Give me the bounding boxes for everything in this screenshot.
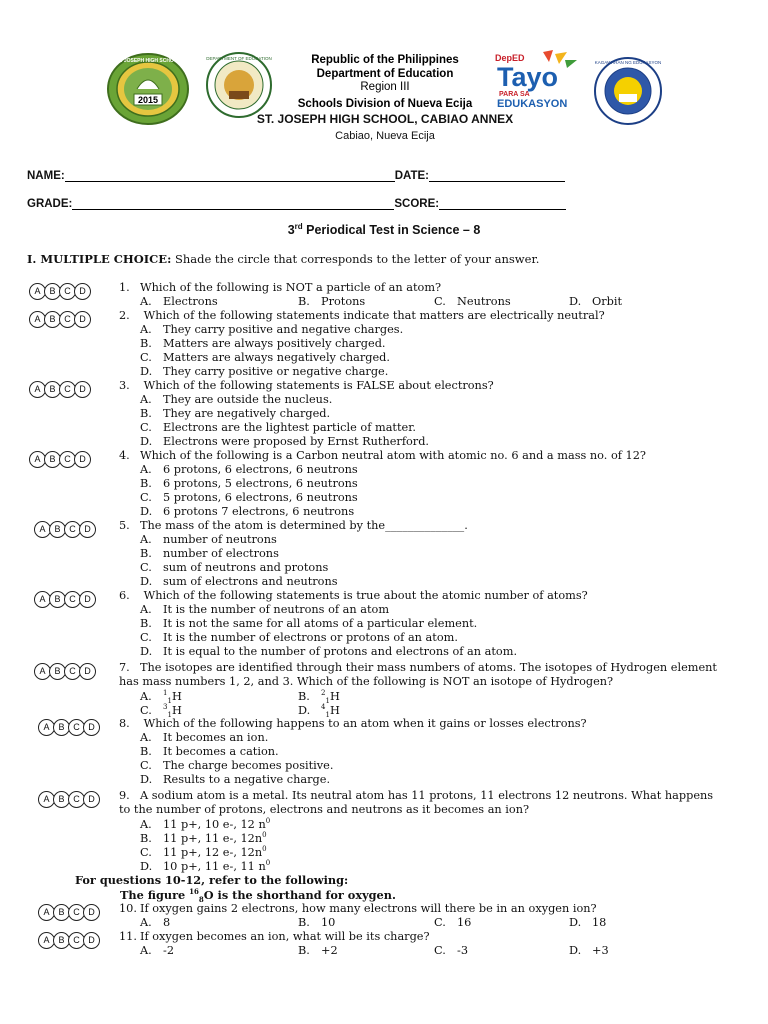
option-d	[569, 916, 606, 929]
option-b	[140, 407, 330, 420]
option-c: C. 11 p+, 12 e-, $12n^0$	[140, 845, 267, 859]
answer-bubble-b[interactable]: B	[53, 904, 70, 921]
option-letter: A.	[140, 463, 152, 476]
option-b	[140, 547, 279, 560]
question-text-continued: has mass numbers 1, 2, and 3. Which of the following is NOT an isotope of Hydrogen?	[119, 675, 614, 688]
answer-bubble-a[interactable]: A	[34, 663, 51, 680]
option-letter: B.	[140, 745, 152, 758]
option-text: number of electrons	[163, 547, 279, 560]
question-text: The mass of the atom is determined by the______________.	[140, 519, 468, 532]
option-b: B. 11 p+, 11 e-, $12n^0$	[140, 831, 267, 845]
school-address: Cabiao, Nueva Ecija	[335, 130, 435, 142]
option-text: It is the number of neutrons of an atom	[163, 603, 390, 616]
option-d	[140, 773, 330, 786]
option-c: C. $^3_1$H	[140, 703, 182, 720]
score-label: SCORE:	[394, 198, 440, 210]
question-number: 4.	[119, 449, 130, 462]
option-a: A. $^1_1$H	[140, 689, 182, 706]
option-letter: C.	[140, 759, 152, 772]
question-text: Which of the following happens to an atom when it gains or losses electrons?	[140, 717, 587, 730]
answer-bubbles	[34, 591, 94, 608]
option-letter: D.	[140, 365, 153, 378]
answer-bubble-a[interactable]: A	[34, 591, 51, 608]
option-text: Electrons	[163, 295, 218, 308]
answer-bubble-d[interactable]: D	[79, 663, 96, 680]
answer-bubble-a[interactable]: A	[29, 311, 46, 328]
answer-bubble-a[interactable]: A	[38, 932, 55, 949]
answer-bubble-a[interactable]: A	[34, 521, 51, 538]
grade-blank[interactable]	[72, 198, 394, 210]
option-b	[140, 337, 386, 350]
option-text: Electrons were proposed by Ernst Rutherford.	[163, 435, 430, 448]
option-letter: C.	[140, 561, 152, 574]
answer-bubble-c[interactable]: C	[59, 451, 76, 468]
option-text: Electrons are the lightest particle of matter.	[163, 421, 416, 434]
option-text: They are negatively charged.	[163, 407, 331, 420]
answer-bubble-c[interactable]: C	[59, 381, 76, 398]
svg-text:EDUKASYON: EDUKASYON	[497, 98, 568, 110]
option-a	[140, 731, 268, 744]
option-letter: C.	[140, 845, 152, 859]
grade-label: GRADE:	[27, 198, 73, 210]
option-letter: B.	[140, 547, 152, 560]
answer-bubble-a[interactable]: A	[29, 283, 46, 300]
option-text: 6 protons, 5 electrons, 6 neutrons	[163, 477, 358, 490]
option-a	[140, 916, 170, 929]
option-letter: C.	[434, 916, 446, 929]
answer-bubbles	[29, 283, 89, 300]
score-blank[interactable]	[439, 198, 566, 210]
option-c	[434, 916, 471, 929]
answer-bubble-b[interactable]: B	[53, 791, 70, 808]
answer-bubbles	[38, 791, 98, 808]
option-text: sum of electrons and neutrons	[163, 575, 338, 588]
answer-bubble-b[interactable]: B	[49, 521, 66, 538]
option-text: They are outside the nucleus.	[163, 393, 333, 406]
option-text: number of neutrons	[163, 533, 277, 546]
test-title: 3rd Periodical Test in Science – 8	[287, 222, 481, 238]
option-letter: B.	[140, 477, 152, 490]
answer-bubble-d[interactable]: D	[79, 521, 96, 538]
answer-bubble-a[interactable]: A	[38, 904, 55, 921]
option-text: They carry positive and negative charges.	[163, 323, 404, 336]
question-number: 5.	[119, 519, 130, 532]
option-text: Protons	[321, 295, 366, 308]
option-letter: B.	[298, 944, 310, 957]
answer-bubble-c[interactable]: C	[68, 932, 85, 949]
answer-bubble-c[interactable]: C	[68, 904, 85, 921]
option-letter: A.	[140, 944, 152, 957]
option-letter: C.	[140, 491, 152, 504]
question-text: The isotopes are identified through their mass numbers of atoms. The isotopes of Hydrogen element	[140, 661, 717, 674]
option-letter: D.	[569, 944, 582, 957]
option-a: A. 11 p+, 10 e-, 12 $n^0$	[140, 817, 271, 831]
question-number: 8.	[119, 717, 130, 730]
answer-bubble-c[interactable]: C	[68, 791, 85, 808]
option-a	[140, 944, 174, 957]
question-stem	[119, 379, 494, 392]
answer-bubble-d[interactable]: D	[74, 311, 91, 328]
department-line: Department of Education	[316, 67, 454, 80]
option-text: -3	[457, 944, 469, 957]
option-text: It becomes a cation.	[163, 745, 279, 758]
option-b	[298, 916, 335, 929]
option-text: They carry positive or negative charge.	[163, 365, 389, 378]
answer-bubble-d[interactable]: D	[74, 451, 91, 468]
option-letter: C.	[140, 351, 152, 364]
option-letter: B.	[140, 831, 152, 845]
name-blank[interactable]	[65, 170, 395, 182]
option-letter: D.	[140, 859, 153, 873]
question-text: Which of the following is a Carbon neutral atom with atomic no. 6 and a mass no. of 12?	[140, 449, 646, 462]
question-number: 3.	[119, 379, 130, 392]
question-stem	[119, 589, 588, 602]
option-a	[140, 463, 358, 476]
option-letter: C.	[434, 944, 446, 957]
option-text: Neutrons	[457, 295, 511, 308]
question-number: 9.	[119, 789, 130, 802]
answer-bubble-c[interactable]: C	[64, 521, 81, 538]
option-letter: C.	[434, 295, 446, 308]
name-date-row	[27, 170, 565, 182]
svg-text:PARA SA: PARA SA	[499, 91, 530, 98]
option-text: Matters are always positively charged.	[163, 337, 386, 350]
svg-text:ST. JOSEPH HIGH SCHOOL: ST. JOSEPH HIGH SCHOOL	[115, 58, 181, 64]
option-d	[140, 645, 517, 658]
answer-bubble-b[interactable]: B	[44, 381, 61, 398]
option-letter: D.	[569, 916, 582, 929]
option-letter: C.	[140, 631, 152, 644]
option-text: 6 protons 7 electrons, 6 neutrons	[163, 505, 355, 518]
option-letter: D.	[140, 435, 153, 448]
question-stem	[119, 281, 441, 294]
question-text: Which of the following statements is FALSE about electrons?	[140, 379, 494, 392]
answer-bubbles	[29, 311, 89, 328]
option-text: 10	[321, 916, 336, 929]
school-seal-logo	[107, 53, 189, 125]
option-c	[140, 631, 458, 644]
option-text: -2	[163, 944, 175, 957]
option-c	[140, 351, 390, 364]
answer-bubble-d[interactable]: D	[83, 932, 100, 949]
kagawaran-seal-logo	[593, 56, 663, 126]
question-stem	[119, 519, 468, 532]
option-text: +3	[592, 944, 609, 957]
grade-score-row	[27, 198, 566, 210]
option-d	[140, 505, 354, 518]
answer-bubble-a[interactable]: A	[29, 451, 46, 468]
answer-bubble-b[interactable]: B	[53, 719, 70, 736]
document-header	[0, 0, 768, 160]
question-stem	[119, 661, 717, 674]
option-text: 11 p+, 12 e-, 12n	[163, 845, 263, 859]
svg-text:KAGAWARAN NG EDUKASYON: KAGAWARAN NG EDUKASYON	[594, 60, 662, 65]
answer-bubble-a[interactable]: A	[38, 719, 55, 736]
option-c	[434, 295, 511, 308]
option-d	[569, 944, 609, 957]
question-number: 7.	[119, 661, 130, 674]
option-text: 11 p+, 10 e-, 12 n	[163, 817, 266, 831]
option-d: D. $^4_1$H	[298, 703, 340, 720]
question-number: 2.	[119, 309, 130, 322]
option-text: 16	[457, 916, 472, 929]
option-letter: B.	[140, 407, 152, 420]
answer-bubble-a[interactable]: A	[38, 791, 55, 808]
option-text: It becomes an ion.	[163, 731, 269, 744]
question-text: If oxygen becomes an ion, what will be its charge?	[140, 930, 430, 943]
answer-bubble-d[interactable]: D	[74, 283, 91, 300]
option-letter: D.	[569, 295, 582, 308]
answer-bubble-b[interactable]: B	[44, 283, 61, 300]
answer-bubbles	[29, 451, 89, 468]
option-d	[140, 575, 338, 588]
question-stem	[119, 930, 430, 943]
option-c	[140, 561, 328, 574]
option-b	[298, 944, 338, 957]
option-text: Matters are always negatively charged.	[163, 351, 391, 364]
option-d: D. 10 p+, 11 e-, 11 $n^0$	[140, 859, 271, 873]
answer-bubble-a[interactable]: A	[29, 381, 46, 398]
option-letter: D.	[140, 505, 153, 518]
option-text: It is not the same for all atoms of a particular element.	[163, 617, 478, 630]
option-text: It is equal to the number of protons and electrons of an atom.	[163, 645, 518, 658]
option-c	[140, 759, 333, 772]
option-b	[140, 617, 477, 630]
svg-text:2015: 2015	[137, 95, 159, 105]
option-text: The charge becomes positive.	[163, 759, 334, 772]
answer-bubbles	[38, 719, 98, 736]
answer-bubbles	[29, 381, 89, 398]
option-letter: A.	[140, 731, 152, 744]
question-number: 10.	[119, 902, 137, 915]
option-d	[140, 435, 429, 448]
school-name: ST. JOSEPH HIGH SCHOOL, CABIAO ANNEX	[256, 112, 514, 126]
answer-bubbles	[38, 932, 98, 949]
answer-bubble-c[interactable]: C	[59, 311, 76, 328]
question-stem	[119, 717, 587, 730]
option-letter: B.	[140, 617, 152, 630]
region-line: Region III	[360, 81, 410, 93]
question-number: 6.	[119, 589, 130, 602]
option-c	[140, 421, 416, 434]
option-b: B. $^2_1$H	[298, 689, 340, 706]
option-letter: A.	[140, 323, 152, 336]
answer-bubble-b[interactable]: B	[44, 311, 61, 328]
option-letter: A.	[140, 817, 152, 831]
answer-bubble-b[interactable]: B	[49, 591, 66, 608]
republic-line: Republic of the Philippines	[311, 54, 459, 66]
answer-bubbles	[34, 663, 94, 680]
option-letter: D.	[140, 645, 153, 658]
question-text: If oxygen gains 2 electrons, how many electrons will there be in an oxygen ion?	[140, 902, 597, 915]
option-letter: A.	[140, 916, 152, 929]
option-letter: A.	[140, 689, 152, 703]
answer-bubbles	[38, 904, 98, 921]
option-letter: A.	[140, 533, 152, 546]
question-stem	[119, 789, 713, 802]
option-c	[140, 491, 358, 504]
option-a	[140, 603, 389, 616]
name-label: NAME:	[27, 170, 65, 182]
option-text: 6 protons, 6 electrons, 6 neutrons	[163, 463, 358, 476]
question-text: A sodium atom is a metal. Its neutral atom has 11 protons, 11 electrons 12 neutrons. What happens	[140, 789, 714, 802]
answer-bubble-c[interactable]: C	[59, 283, 76, 300]
date-label: DATE:	[394, 170, 429, 182]
svg-text:DepED: DepED	[495, 53, 525, 63]
option-a	[140, 323, 403, 336]
answer-bubble-d[interactable]: D	[83, 719, 100, 736]
option-a	[140, 533, 277, 546]
option-letter: D.	[140, 575, 153, 588]
question-text: Which of the following statements is true about the atomic number of atoms?	[140, 589, 588, 602]
option-letter: B.	[298, 295, 310, 308]
option-b	[140, 477, 358, 490]
option-b	[298, 295, 365, 308]
header-text-block	[260, 54, 510, 111]
date-blank[interactable]	[429, 170, 565, 182]
option-letter: C.	[140, 703, 152, 717]
option-letter: B.	[298, 689, 310, 703]
option-d	[569, 295, 622, 308]
svg-text:Tayo: Tayo	[497, 62, 559, 92]
option-text: 8	[163, 916, 171, 929]
answer-bubble-d[interactable]: D	[83, 904, 100, 921]
answer-bubble-c[interactable]: C	[64, 591, 81, 608]
question-number: 11.	[119, 930, 137, 943]
option-text: It is the number of electrons or protons of an atom.	[163, 631, 458, 644]
answer-bubble-c[interactable]: C	[64, 663, 81, 680]
answer-bubble-d[interactable]: D	[74, 381, 91, 398]
question-text-continued: to the number of protons, electrons and neutrons as it becomes an ion?	[119, 803, 530, 816]
question-number: 1.	[119, 281, 130, 294]
option-letter: D.	[140, 773, 153, 786]
note-line-2: The figure $^{16}_8$O is the shorthand for oxygen.	[120, 887, 396, 905]
option-letter: A.	[140, 393, 152, 406]
option-letter: A.	[140, 295, 152, 308]
option-b	[140, 745, 279, 758]
option-d	[140, 365, 388, 378]
answer-bubble-b[interactable]: B	[53, 932, 70, 949]
division-line: Schools Division of Nueva Ecija	[297, 97, 473, 110]
question-stem	[119, 309, 605, 322]
option-letter: D.	[298, 703, 311, 717]
note-line-1: For questions 10-12, refer to the following:	[75, 873, 349, 887]
option-letter: A.	[140, 603, 152, 616]
option-text: sum of neutrons and protons	[163, 561, 329, 574]
section-instruction: I. MULTIPLE CHOICE: Shade the circle that corresponds to the letter of your answer.	[27, 252, 540, 266]
option-text: 11 p+, 11 e-, 12n	[163, 831, 263, 845]
question-stem	[119, 449, 646, 462]
option-letter: C.	[140, 421, 152, 434]
option-a	[140, 393, 332, 406]
option-text: Orbit	[592, 295, 623, 308]
answer-bubble-d[interactable]: D	[83, 791, 100, 808]
question-text: Which of the following is NOT a particle of an atom?	[140, 281, 442, 294]
option-letter: B.	[298, 916, 310, 929]
question-text: Which of the following statements indicate that matters are electrically neutral?	[140, 309, 605, 322]
answer-bubbles	[34, 521, 94, 538]
option-text: 18	[592, 916, 607, 929]
answer-bubble-d[interactable]: D	[79, 591, 96, 608]
option-text: +2	[321, 944, 338, 957]
option-c	[434, 944, 468, 957]
option-letter: B.	[140, 337, 152, 350]
option-a	[140, 295, 218, 308]
answer-bubble-c[interactable]: C	[68, 719, 85, 736]
answer-bubble-b[interactable]: B	[49, 663, 66, 680]
tayo-edukasyon-logo	[493, 50, 581, 114]
svg-text:DEPARTMENT OF EDUCATION: DEPARTMENT OF EDUCATION	[206, 56, 272, 61]
option-text: 10 p+, 11 e-, 11 n	[163, 859, 266, 873]
option-text: Results to a negative charge.	[163, 773, 331, 786]
answer-bubble-b[interactable]: B	[44, 451, 61, 468]
option-text: 5 protons, 6 electrons, 6 neutrons	[163, 491, 358, 504]
